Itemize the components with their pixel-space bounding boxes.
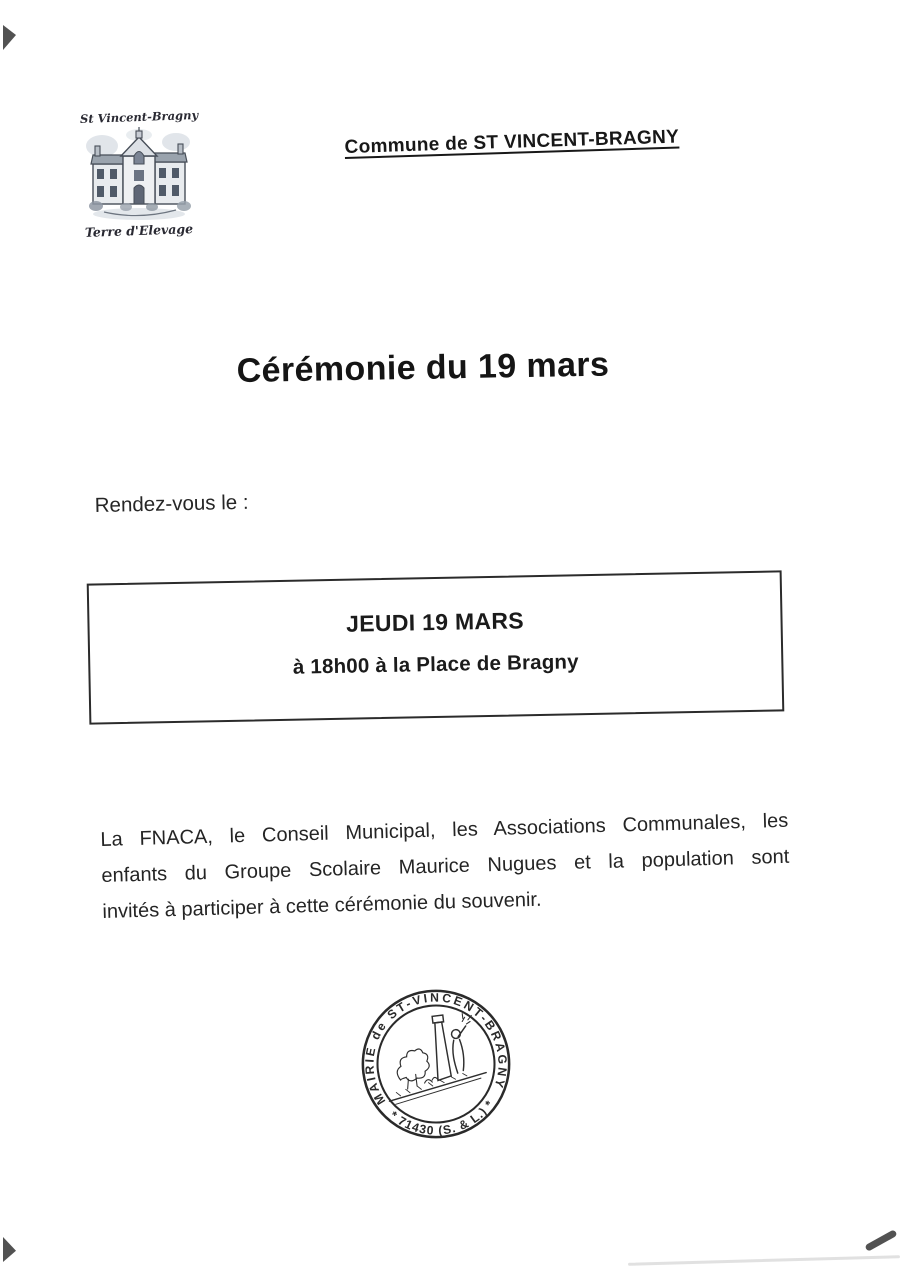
- stamp-top-text: MAIRIE de ST-VINCENT-BRAGNY: [362, 990, 510, 1108]
- invitation-paragraph: [100, 803, 791, 930]
- logo-top-caption: St Vincent-Bragny: [79, 107, 199, 127]
- rendezvous-label: Rendez-vous le :: [94, 490, 249, 518]
- invitation-line-1: La FNACA, le Conseil Municipal, les Associations Communales, les: [100, 809, 789, 851]
- stamp-center-sketch-icon: [380, 1011, 489, 1105]
- commune-header-title: Commune de ST VINCENT-BRAGNY: [344, 126, 680, 159]
- scan-streak-bottom: [628, 1255, 900, 1266]
- svg-text:* 71430 (S. & L.) *: [386, 1096, 500, 1144]
- notice-time-place: à 18h00 à la Place de Bragny: [292, 650, 579, 679]
- mairie-stamp: [349, 977, 523, 1151]
- commune-logo: [79, 107, 199, 240]
- notice-box: [87, 570, 785, 724]
- document-title: Cérémonie du 19 mars: [236, 345, 610, 391]
- scan-artifact-bottom-right: [864, 1229, 897, 1252]
- notice-date: JEUDI 19 MARS: [345, 607, 525, 637]
- scan-artifact-bottom-left: [3, 1237, 16, 1262]
- invitation-line-3: invités à participer à cette cérémonie du souvenir.: [102, 888, 542, 923]
- invitation-line-2: enfants du Groupe Scolaire Maurice Nugues et la population sont: [101, 845, 790, 887]
- stamp-bottom-text: * 71430 (S. & L.) *: [387, 1097, 497, 1138]
- mairie-building-sketch-icon: [84, 126, 194, 222]
- logo-bottom-caption: Terre d'Elevage: [84, 221, 194, 240]
- scan-artifact-top-left: [3, 25, 16, 50]
